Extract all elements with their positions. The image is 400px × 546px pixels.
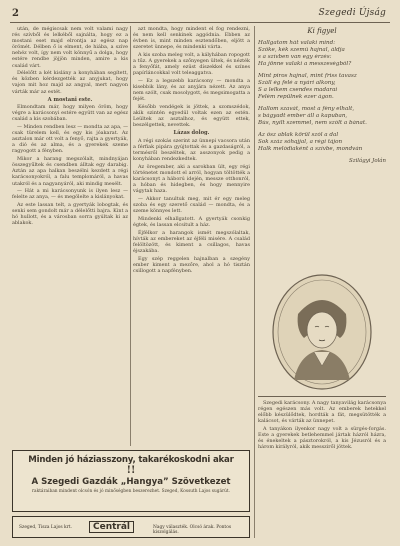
advertisement-strip <box>12 516 250 538</box>
article-paragraph: — Hát a mi karácsonyunk is ilyen lesz — felelte az anya, — és megölelte a kislányokat. <box>12 188 128 201</box>
poem-line: Hallgatom hát valaki mind: <box>258 40 336 47</box>
section-heading: Lázas dolog. <box>173 130 210 137</box>
advertisement-box <box>12 450 250 512</box>
poem-line: Sok száz sóhajjal, a régi tájon <box>258 139 343 146</box>
article-paragraph: Elmondtam már, hogy milyen öröm, hogy végre a karácsonyi estére együtt van az egész család a kis szobában. <box>12 104 128 123</box>
article-paragraph: Egy szép reggelen hajnalban a szegény ember kiment a mezőre, ahol a hó tisztán csillogott a napfényben. <box>133 255 250 274</box>
ad-strip-logo: Centrál <box>89 521 134 533</box>
poem-stanza <box>258 106 386 127</box>
ad-strip-left: Szeged, Tisza Lajos krt. <box>19 525 72 530</box>
poem-line: s a szívben van egy érzés: <box>258 54 332 61</box>
portrait-illustration <box>270 272 374 392</box>
article-paragraph: Délelőtt a két kislány a konyhában segített, és közben kérdezgették az anyjukat, hogy vajon mit hoz majd az angyal, mert nagyon várták már az estét. <box>12 70 128 95</box>
poem-stanza <box>258 40 386 68</box>
poem-stanza <box>258 132 386 153</box>
header-rule <box>10 22 390 23</box>
article-paragraph: Szegedi karácsony. A nagy tanyavilág karácsonya régen egészen más volt. Az emberek hetekkel előbb készülődtek, hordták a fát, megsütötték a kalácsot, és várták az ünnepet. <box>258 400 386 425</box>
poem-title: Ki figyel <box>307 27 337 35</box>
poem-line: Száll ég felé a nyári alkony, <box>258 80 336 87</box>
column-3-article <box>258 400 386 452</box>
ad-subtext: raktáraiban mindent olcsón és jó minőségben beszerezhet. Szeged, Kossuth Lajos sugárút. <box>31 489 231 494</box>
column-2 <box>133 26 250 275</box>
ad-company-name: A Szegedi Gazdák „Hangya” Szövetkezet <box>31 477 231 487</box>
poem-column <box>258 26 386 164</box>
article-paragraph: A kis szoba meleg volt, a kályhában ropogott a tűz. A gyerekek a szőnyegen ültek, és nézték a fenyőfát, amely ezüst díszekkel és színes papírláncokkal volt teleaggatva. <box>133 51 250 77</box>
article-paragraph: Később vendégek is jöttek, a szomszédok, akik szintén egyedül voltak ezen az estén. Leültek az asztalhoz, és együtt ettek, beszélgettek, nevettek. <box>133 103 250 129</box>
poem-line: Bús, nyílt szemmel, nem szólt a bánat. <box>258 120 367 127</box>
article-paragraph: Mindenki elhallgatott. A gyertyák csonkig égtek, és lassan elcsitult a ház. <box>133 215 250 228</box>
poem-line: Halk melódiaként a szívbe, mondván <box>258 146 363 153</box>
column-1 <box>12 26 128 228</box>
poem-line: Ha jönne valaki a messzeségből? <box>258 61 352 68</box>
poem-line: Felém repülnek ezer ágon. <box>258 94 334 101</box>
article-paragraph: Az öregember, aki a sarokban ült, egy régi történetet mondott el arról, hogyan töltötték a karácsonyt a háború idején, messze otthonról, a hóban és hidegben, és hogy mennyire vágytak haza. <box>133 163 250 195</box>
section-heading: A mostani este. <box>47 96 93 103</box>
poem-line: S a lelkem csendes madarai <box>258 87 338 94</box>
article-paragraph: — Akkor tanultuk meg, mit ér egy meleg szoba és egy szerető család — mondta, és a szeme könnyes lett. <box>133 195 250 215</box>
poem-line: Hallom szavát, most a fény elhalt, <box>258 106 355 113</box>
article-paragraph: — Minden rendben lesz — mondta az apa, — csak türelem kell, és egy kis jóakarat. Az asztalon már ott volt a fenyő, rajta a gyertyák, a dió és az alma, és a gyerekek szeme ragyogott a fényben. <box>12 124 128 155</box>
article-paragraph: azt mondta, hogy mindent el fog rendezni, és nem kell senkinek aggódnia. Ebben az évben is, mint minden esztendőben, eljött a szeretet ünnepe, és mindenki várta. <box>133 26 250 51</box>
page-number: 2 <box>12 8 19 19</box>
article-paragraph: — Ez a legszebb karácsony — mondta a kisebbik lány, és az anyjára nézett. Az anya nem szólt, csak mosolygott, és megsimogatta a fejét. <box>133 77 250 103</box>
ad-headline: Minden jó háziasszony, takarékoskodni akar <box>28 455 234 465</box>
article-paragraph: Az este lassan telt, a gyertyák lobogtak, és senki sem gondolt már a délelőtti bajra. Kint a hó hullott, és a városban sorra gyúltak ki az ablakok. <box>12 202 128 227</box>
poem-line: Szőke, kék szemű hajnal, áldja <box>258 47 345 54</box>
section-rule <box>258 396 386 397</box>
article-paragraph: A régi szokás szerint az ünnepi vacsora után a férfiak pipára gyújtottak és a gazdaságról, a termésről beszéltek, az asszonyok pedig a konyhában rendezkedtek. <box>133 137 250 163</box>
poem-line: Mint piros hajnal, mint friss tavasz <box>258 73 357 80</box>
poem-stanza <box>258 73 386 101</box>
article-paragraph: A tanyákon ilyenkor nagy volt a sürgés-forgás. Este a gyerekek betlehemmel jártak házról házra, és énekeltek a pásztorokról, a kis Jézusról és a három királyról, akik messziről jöttek. <box>258 425 386 451</box>
article-paragraph: után, de mégiscsak nem volt valami nagy rés szívből és lelkéből sajnálta, hogy ez a mostani eset majd elrontja az egész nap örömét. Délben ő is elment, de hiába, a szíve nehéz volt, így nem volt könnyű a dolga, hogy estére rendbe jöjjön minden, amire a kis család várt. <box>12 26 128 69</box>
ad-exclamation: !! <box>126 465 136 476</box>
poem-line: Az ősz ablak körül szól a dal <box>258 132 339 139</box>
ad-strip-right: Nagy választék. Olcsó árak. Pontos kiszolgálás. <box>153 525 232 535</box>
article-paragraph: Éjfélkor a harangok ismét megszólaltak, hívták az embereket az éjféli misére. A család felöltözött, és kiment a csillagos, havas éjszakába. <box>133 229 250 254</box>
article-paragraph: Mikor a harang megszólalt, mindnyájan összegyűltek és csendben álltak egy darabig. Aztán az apa halkan beszélni kezdett a régi karácsonyokról, a falu templomáról, a havas utakról és a nagyanyáról, aki mindig mesélt. <box>12 156 128 187</box>
poem-signature: Szilágyi Jolán <box>349 158 386 165</box>
column-divider <box>130 26 131 446</box>
newspaper-title: Szegedi Újság <box>318 8 386 18</box>
poem-line: s bágyadt ember áll a kapuban, <box>258 113 348 120</box>
column-divider <box>254 26 255 538</box>
